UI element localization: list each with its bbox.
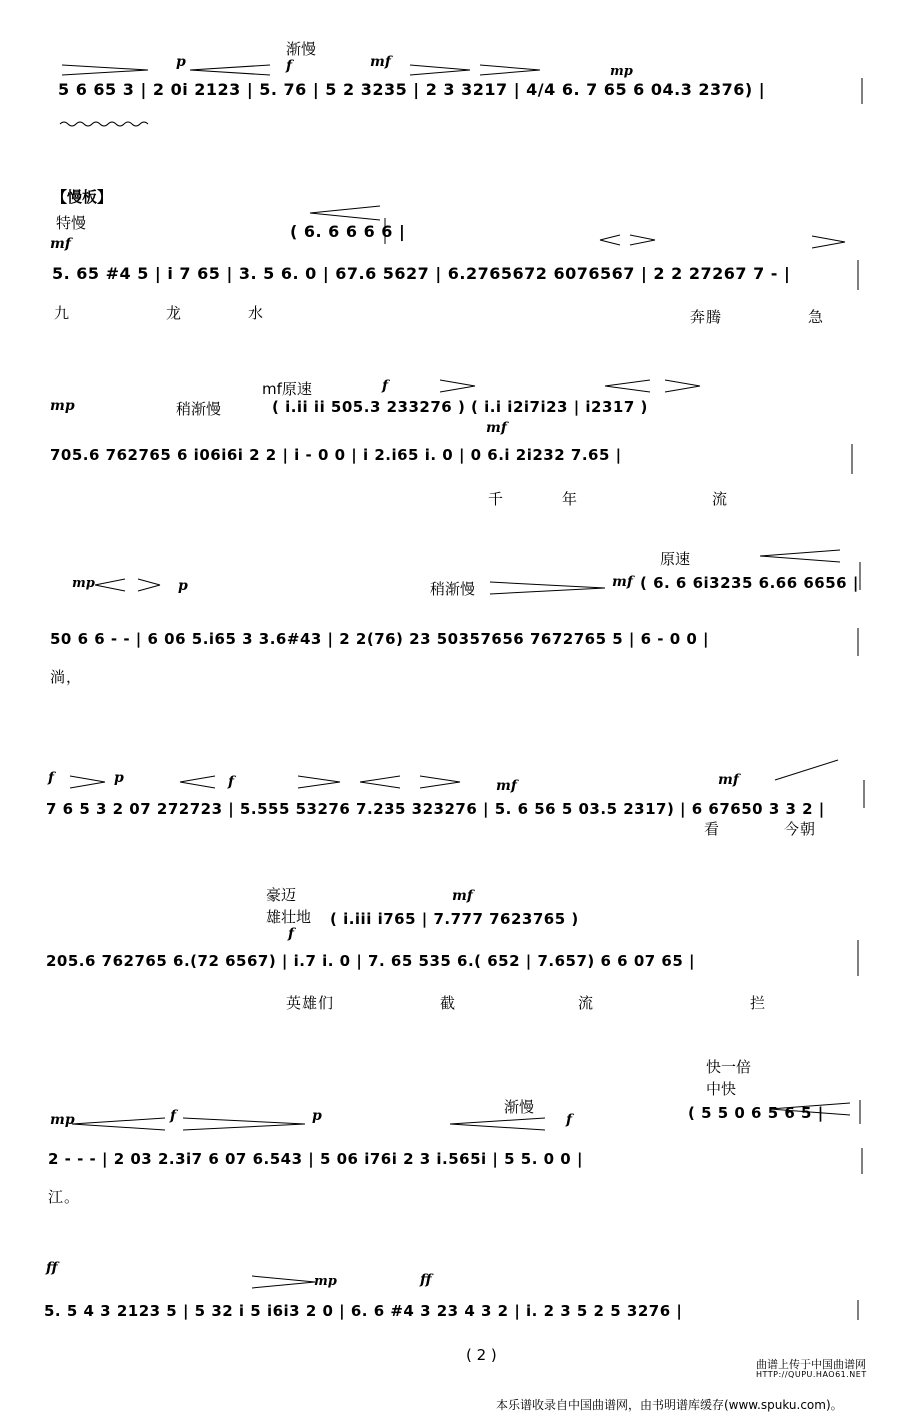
tempo-mark: 稍渐慢: [176, 400, 222, 418]
dynamic-mark: f: [382, 378, 389, 394]
dynamic-mark: mp: [50, 1112, 75, 1128]
lyric: 拦: [750, 994, 767, 1012]
lyric: 九: [54, 304, 71, 322]
notation-line-4: 50 6 6 - - | 6 06 5.i65 3 3.6#43 | 2 2(76) 23 50357656 7672765 5 | 6 - 0 0 |: [50, 630, 709, 648]
page-number: ( 2 ): [466, 1346, 497, 1364]
watermark-text: 曲谱上传于中国曲谱网: [756, 1358, 866, 1371]
notation-line-8: 5. 5 4 3 2123 5 | 5 32 i 5 i6i3 2 0 | 6. 6 #4 3 23 4 3 2 | i. 2 3 5 2 5 3276 |: [44, 1302, 683, 1320]
lyric: 江。: [48, 1188, 81, 1206]
dynamic-mark: mp: [314, 1274, 337, 1289]
notation-line-2: 5. 65 #4 5 | i 7 65 | 3. 5 6. 0 | 67.6 5627 | 6.2765672 6076567 | 2 2 27267 7 - |: [52, 264, 791, 283]
dynamic-mark: f: [48, 770, 55, 786]
dynamic-mark: mf: [486, 420, 507, 436]
tempo-mark: 中快: [706, 1080, 737, 1098]
instrumental-line: ( i.iii i765 | 7.777 7623765 ): [330, 910, 579, 928]
lyric: 流: [712, 490, 729, 508]
tempo-mark: 渐慢: [286, 40, 317, 58]
lyric: 流: [578, 994, 595, 1012]
dynamic-mark: mf: [370, 54, 391, 70]
dynamic-mark: mp: [610, 64, 633, 79]
dynamic-mark: p: [312, 1108, 322, 1124]
tempo-mark: 快一倍: [706, 1058, 752, 1076]
lyric: 淌，: [50, 668, 83, 686]
instrumental-line: ( i.ii ii 505.3 233276 ) ( i.i i2i7i23 | i2317 ): [272, 398, 648, 416]
section-label: 【慢板】: [52, 188, 113, 206]
dynamic-mark: mp: [50, 398, 75, 414]
tempo-mark: mf原速: [262, 380, 312, 398]
tempo-mark: 原速: [660, 550, 691, 568]
lyric: 水: [248, 304, 265, 322]
dynamic-mark: p: [176, 54, 186, 70]
lyric: 英雄们: [286, 994, 335, 1012]
lyric: 截: [440, 994, 457, 1012]
dynamic-mark: p: [114, 770, 124, 786]
dynamic-mark: mf: [612, 574, 633, 590]
lyric: 龙: [166, 304, 183, 322]
dynamic-mark: ff: [46, 1260, 58, 1276]
dynamic-mark: p: [178, 578, 188, 594]
lyric: 急: [808, 308, 825, 326]
tempo-mark: 稍渐慢: [430, 580, 476, 598]
dynamic-mark: f: [566, 1112, 573, 1128]
dynamic-mark: mf: [718, 772, 739, 788]
notation-line-3: 705.6 762765 6 i06i6i 2 2 | i - 0 0 | i 2.i65 i. 0 | 0 6.i 2i232 7.65 |: [50, 446, 622, 464]
dynamic-mark: mf: [496, 778, 517, 794]
dynamic-mark: mf: [50, 236, 71, 252]
instrumental-line: ( 6. 6 6 6 6 |: [290, 222, 406, 241]
dynamic-mark: f: [228, 774, 235, 790]
lyric: 今朝: [784, 820, 817, 838]
lyric: 千: [488, 490, 505, 508]
tempo-mark: 豪迈: [266, 886, 297, 904]
notation-line-6: 205.6 762765 6.(72 6567) | i.7 i. 0 | 7. 65 535 6.( 652 | 7.657) 6 6 07 65 |: [46, 952, 695, 970]
footer-credit: 本乐谱收录自中国曲谱网，由书明谱库缓存(www.spuku.com)。: [496, 1398, 843, 1412]
instrumental-line: ( 6. 6 6i3235 6.66 6656 |: [640, 574, 859, 592]
lyric: 奔腾: [690, 308, 723, 326]
lyric: 年: [562, 490, 579, 508]
dynamic-mark: f: [170, 1108, 177, 1124]
tempo-mark: 渐慢: [504, 1098, 535, 1116]
instrumental-line: ( 5 5 0 6 5 6 5 |: [688, 1104, 824, 1122]
notation-line-7: 2 - - - | 2 03 2.3i7 6 07 6.543 | 5 06 i76i 2 3 i.565i | 5 5. 0 0 |: [48, 1150, 583, 1168]
dynamic-mark: mf: [452, 888, 473, 904]
notation-line-1: 5 6 65 3 | 2 0i 2123 | 5. 76 | 5 2 3235 | 2 3 3217 | 4/4 6. 7 65 6 04.3 2376) |: [58, 80, 766, 99]
dynamic-mark: f: [288, 926, 295, 942]
dynamic-mark: ff: [420, 1272, 432, 1288]
watermark-url: HTTP://QUPU.HAO61.NET: [756, 1370, 867, 1379]
tempo-mark: 特慢: [56, 214, 87, 232]
tempo-mark: 雄壮地: [266, 908, 312, 926]
dynamic-mark: mp: [72, 576, 95, 591]
notation-line-5: 7 6 5 3 2 07 272723 | 5.555 53276 7.235 323276 | 5. 6 56 5 03.5 2317) | 6 67650 3 3 2 |: [46, 800, 825, 818]
lyric: 看: [704, 820, 721, 838]
dynamic-mark: f: [286, 58, 293, 74]
